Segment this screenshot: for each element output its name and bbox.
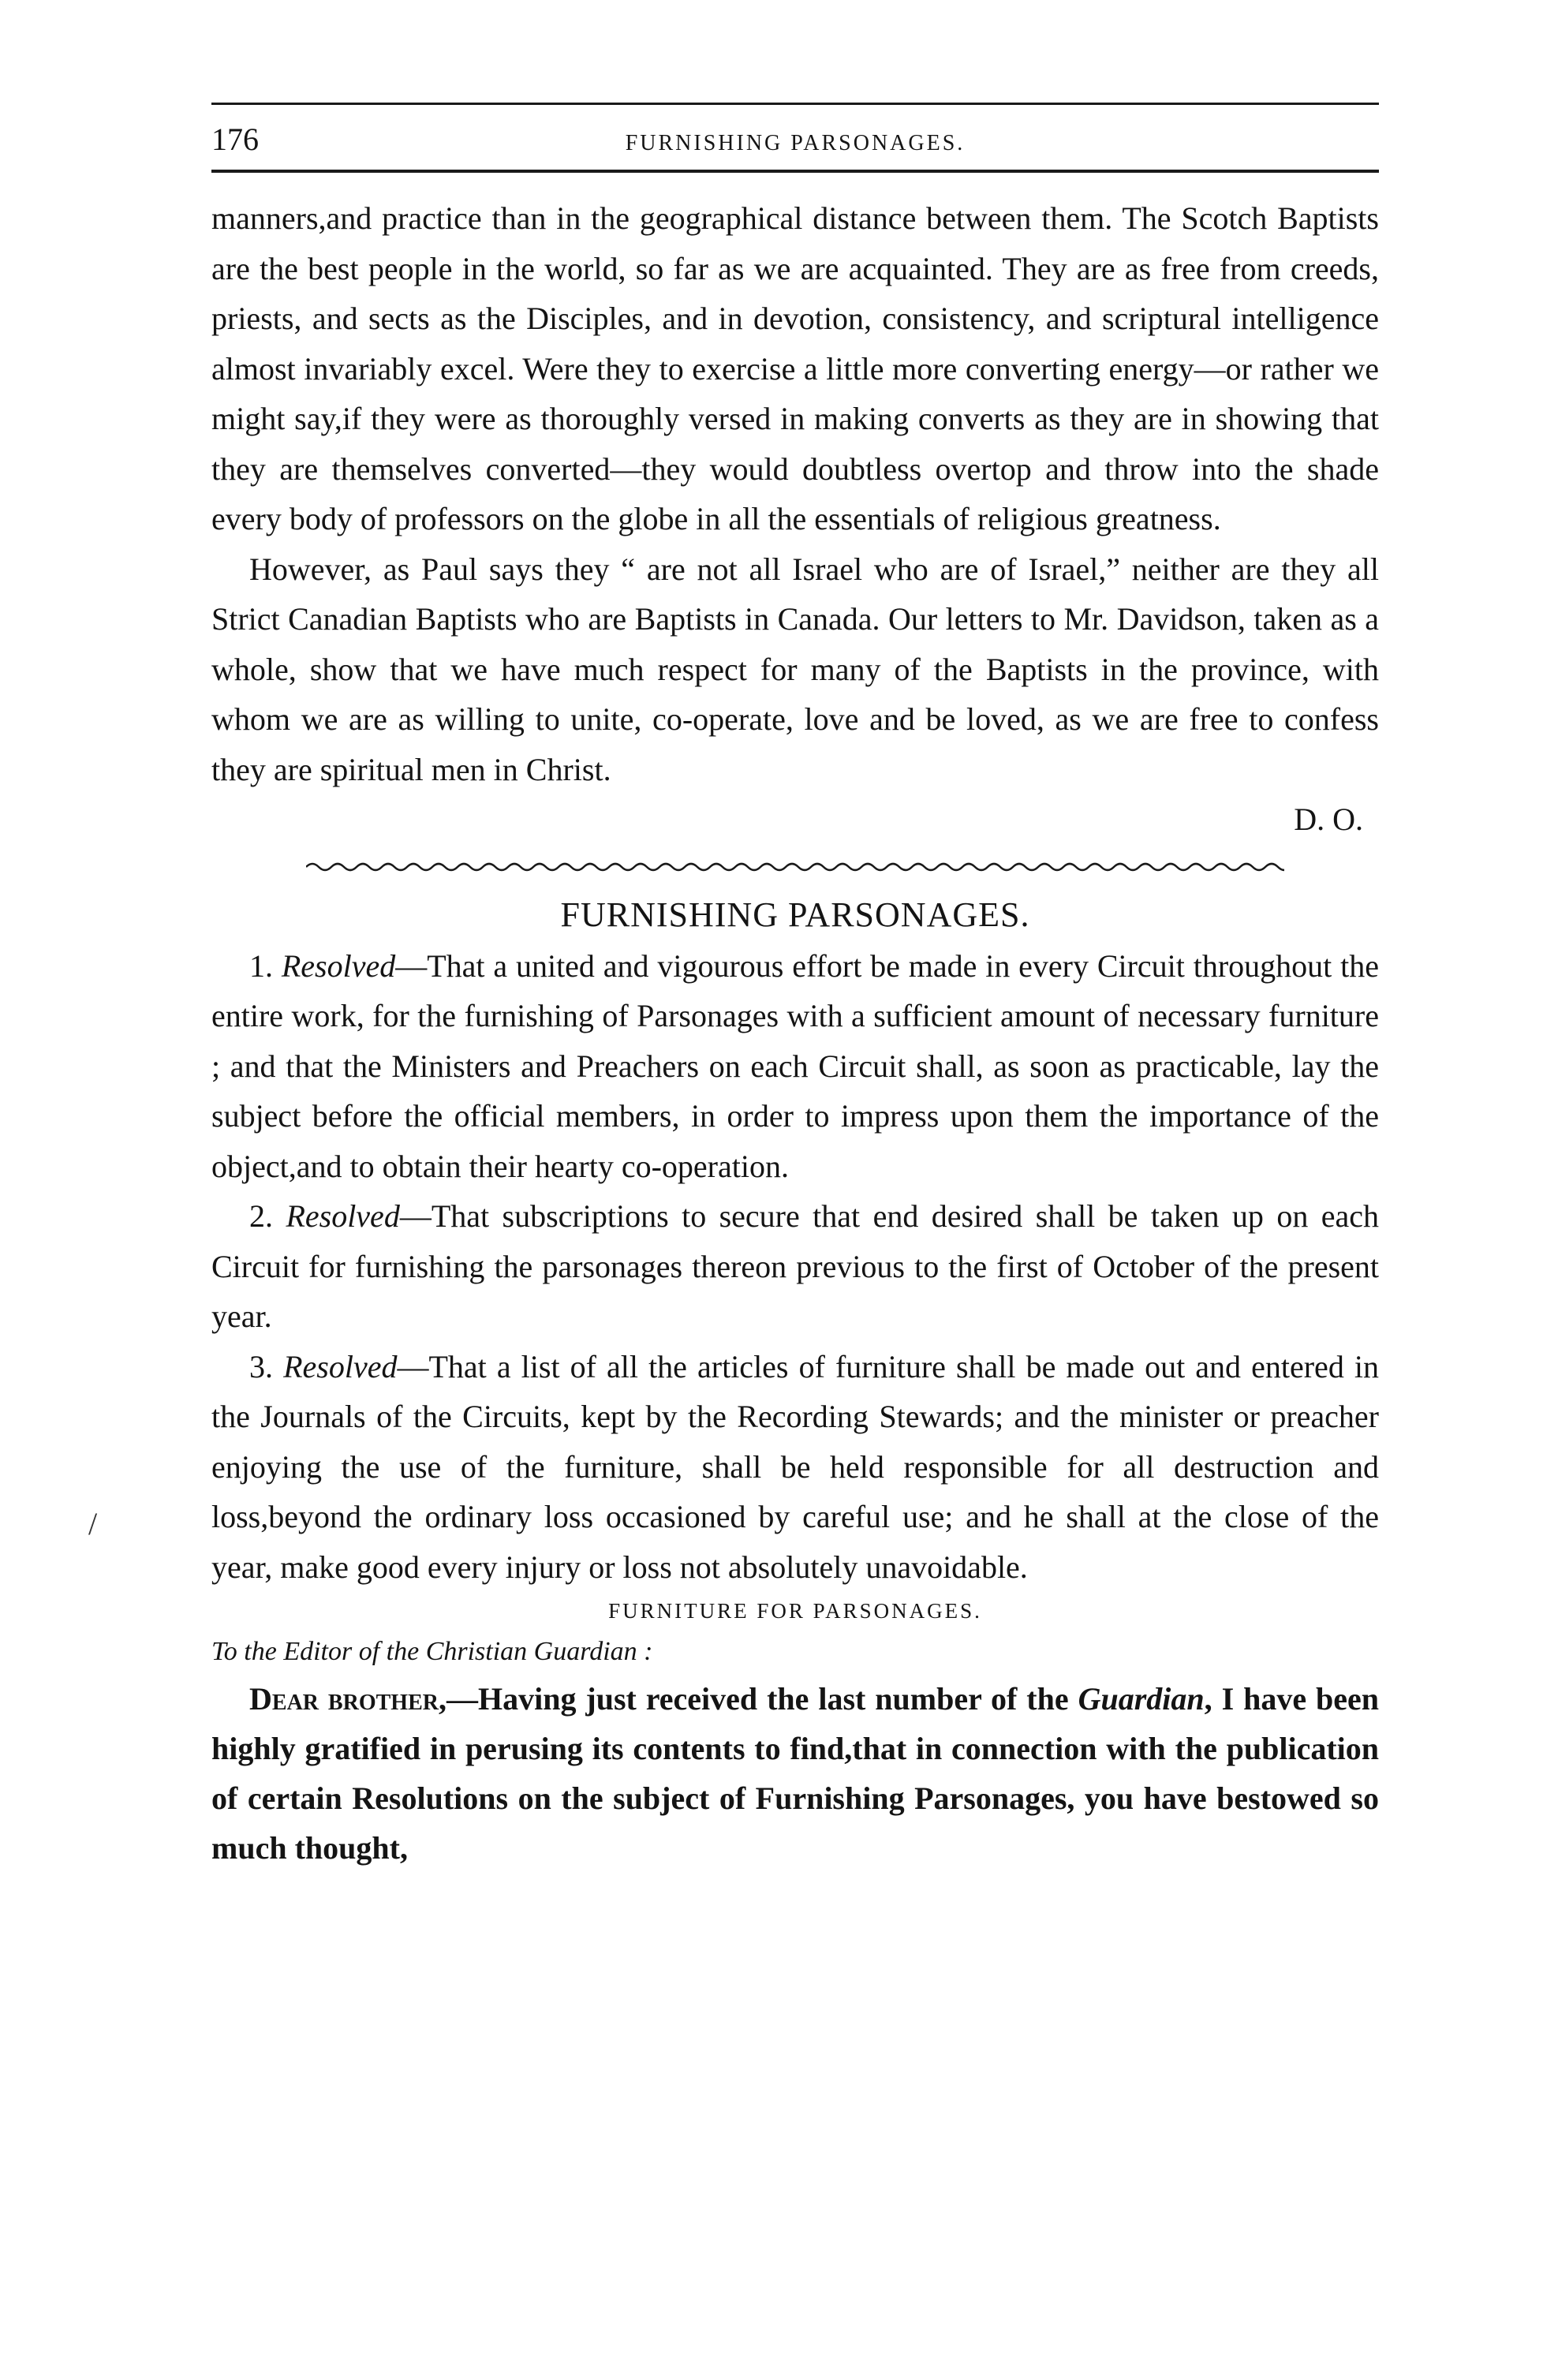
letter-salutation: To the Editor of the Christian Guardian : xyxy=(211,1637,653,1666)
running-title: FURNISHING PARSONAGES. xyxy=(625,131,966,155)
letter-body xyxy=(211,1674,1379,1873)
section-heading: FURNISHING PARSONAGES. xyxy=(560,895,1030,934)
second-paragraph: However, as Paul says they “ are not all Israel who are of Israel,” neither are they all Strict Canadian Baptists who are Baptists in Canada. Our letters to Mr. Davidson, taken as a whole, show that we have much respect for many of the Baptists in the province, with whom we are as willing to unite, co-operate, love and be loved, as we are free to confess they are spiritual men in Christ. xyxy=(211,551,1379,787)
resolved-label: Resolved xyxy=(283,1348,398,1384)
resolution-number: 3. xyxy=(249,1348,273,1384)
wavy-divider xyxy=(306,859,1284,875)
resolution-number: 1. xyxy=(249,947,273,984)
resolution-text: —That a list of all the articles of furniture shall be made out and entered in the Journals of the Circuits, kept by the Recording Stewards; and the minister or preacher enjoying the use of the furniture, shall be held responsible for all destruction and loss,beyond the ordinary loss occasioned by careful use; and he shall at the close of the year, make good every injury or loss not absolutely unavoidable. xyxy=(211,1348,1379,1585)
letter-opening: Dear brother, xyxy=(249,1681,446,1717)
header-rule xyxy=(211,170,1379,173)
resolution-text: —That a united and vigourous effort be made in every Circuit throughout the entire work, for the furnishing of Parsonages with a sufficient amount of necessary furniture ; and that the Ministers and Preachers on each Circuit shall, as soon as practicable, lay the subject before the official members, in order to impress upon them the importance of the object,and to obtain their hearty co-operation. xyxy=(211,947,1380,1184)
resolved-label: Resolved xyxy=(281,947,396,984)
resolved-label: Resolved xyxy=(286,1198,400,1234)
top-rule xyxy=(211,103,1379,105)
opening-paragraph: manners,and practice than in the geographical distance between them. The Scotch Baptists are the best people in the world, so far as we are acquainted. They are as free from creeds, priests, and sects as the Disciples, and in devotion, consistency, and scriptural intelligence almost invariably excel. Were they to exercise a little more converting energy—or rather we might say,if they were as thoroughly versed in making converts as they are in showing that they are themselves converted—they would doubtless overtop and throw into the shade every body of professors on the globe in all the essentials of religious greatness. xyxy=(211,200,1379,536)
running-head xyxy=(211,121,1379,160)
resolution-text: —That subscriptions to secure that end desired shall be taken up on each Circuit for furnishing the parsonages thereon previous to the first of October of the present year. xyxy=(211,1198,1380,1334)
resolution-2 xyxy=(211,1191,1379,1342)
resolution-number: 2. xyxy=(249,1198,273,1234)
page-content xyxy=(211,103,1379,1873)
page-number: 176 xyxy=(211,121,259,157)
letter-italic-word: Guardian xyxy=(1078,1681,1205,1717)
resolution-3 xyxy=(211,1342,1379,1593)
letter-heading: FURNITURE FOR PARSONAGES. xyxy=(608,1599,982,1623)
letter-text-a: —Having just received the last number of the xyxy=(446,1681,1078,1717)
margin-mark: / xyxy=(88,1506,98,1541)
signature: D. O. xyxy=(1294,801,1363,837)
resolution-1 xyxy=(211,941,1379,1192)
letter-text-b: , I have been highly gratified in perusing its contents to find,that in connection with the publication of certain Resolutions on the subject of Furnishing Parsonages, you have bestowed so much thought, xyxy=(211,1681,1380,1866)
